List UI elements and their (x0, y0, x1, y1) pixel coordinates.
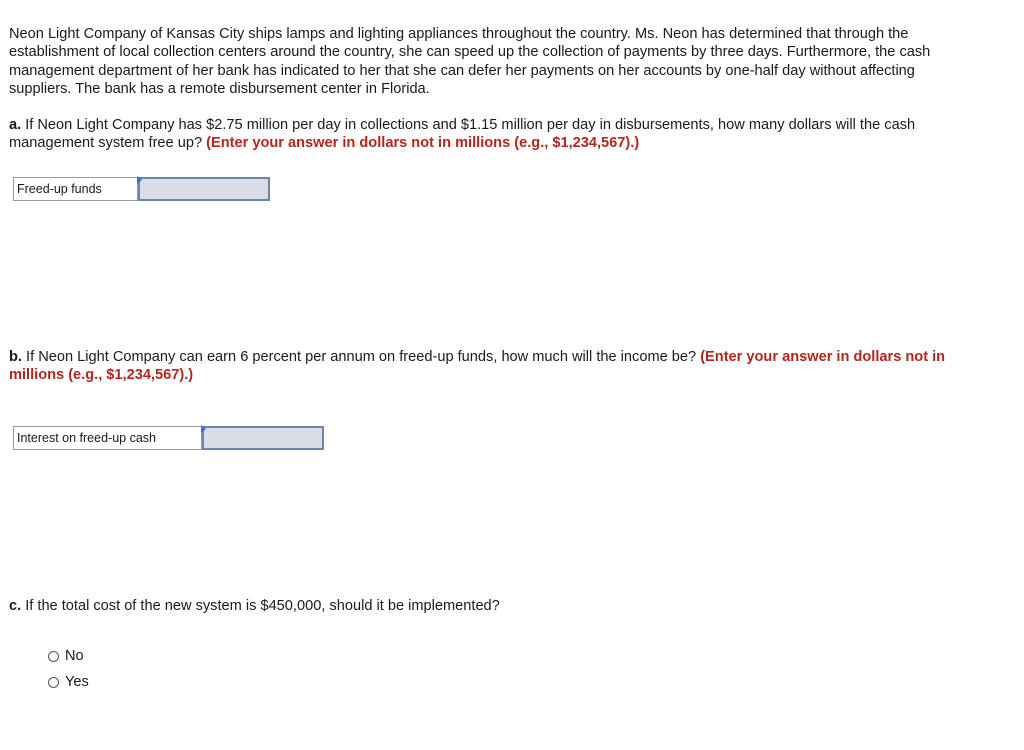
freed-up-funds-label: Freed-up funds (13, 177, 138, 201)
question-b-instruction: (Enter your answer in dollars not in millions (e.g., $1,234,567).) (9, 349, 946, 384)
question-b-text: If Neon Light Company can earn 6 percent per annum on freed-up funds, how much will the income be? (21, 349, 701, 365)
input-flag-icon (201, 425, 206, 433)
input-flag-icon (137, 176, 142, 184)
freed-up-funds-field (138, 177, 270, 201)
question-a-text: If Neon Light Company has $2.75 million per day in collections and $1.15 million per day in disbursements, how many dollars will the cash management system free up? (9, 117, 916, 152)
radio-no[interactable] (48, 651, 59, 662)
question-a (9, 116, 969, 153)
question-c (9, 597, 969, 615)
interest-label: Interest on freed-up cash (13, 426, 202, 450)
option-yes-label: Yes (65, 674, 89, 690)
question-b (9, 348, 969, 385)
freed-up-funds-input[interactable] (138, 177, 270, 201)
question-a-label: a. (9, 117, 22, 133)
question-b-label: b. (9, 349, 22, 365)
option-yes[interactable] (48, 674, 89, 690)
interest-row (13, 426, 324, 450)
question-c-label: c. (9, 598, 22, 614)
question-a-instruction: (Enter your answer in dollars not in millions (e.g., $1,234,567).) (206, 135, 640, 152)
option-no-label: No (65, 648, 84, 664)
interest-input[interactable] (202, 426, 324, 450)
interest-field (202, 426, 324, 450)
radio-yes[interactable] (48, 677, 59, 688)
question-c-text: If the total cost of the new system is $450,000, should it be implemented? (21, 598, 500, 614)
problem-intro: Neon Light Company of Kansas City ships lamps and lighting appliances throughout the country. Ms. Neon has determined that through the establishment of local collection centers around the country, she can speed up the collection of payments by three days. Furthermore, the cash management department of her bank has indicated to her that she can defer her payments on her accounts by one-half day without affecting suppliers. The bank has a remote disbursement center in Florida. (9, 26, 931, 97)
option-no[interactable] (48, 648, 84, 664)
freed-up-funds-row (13, 177, 270, 201)
